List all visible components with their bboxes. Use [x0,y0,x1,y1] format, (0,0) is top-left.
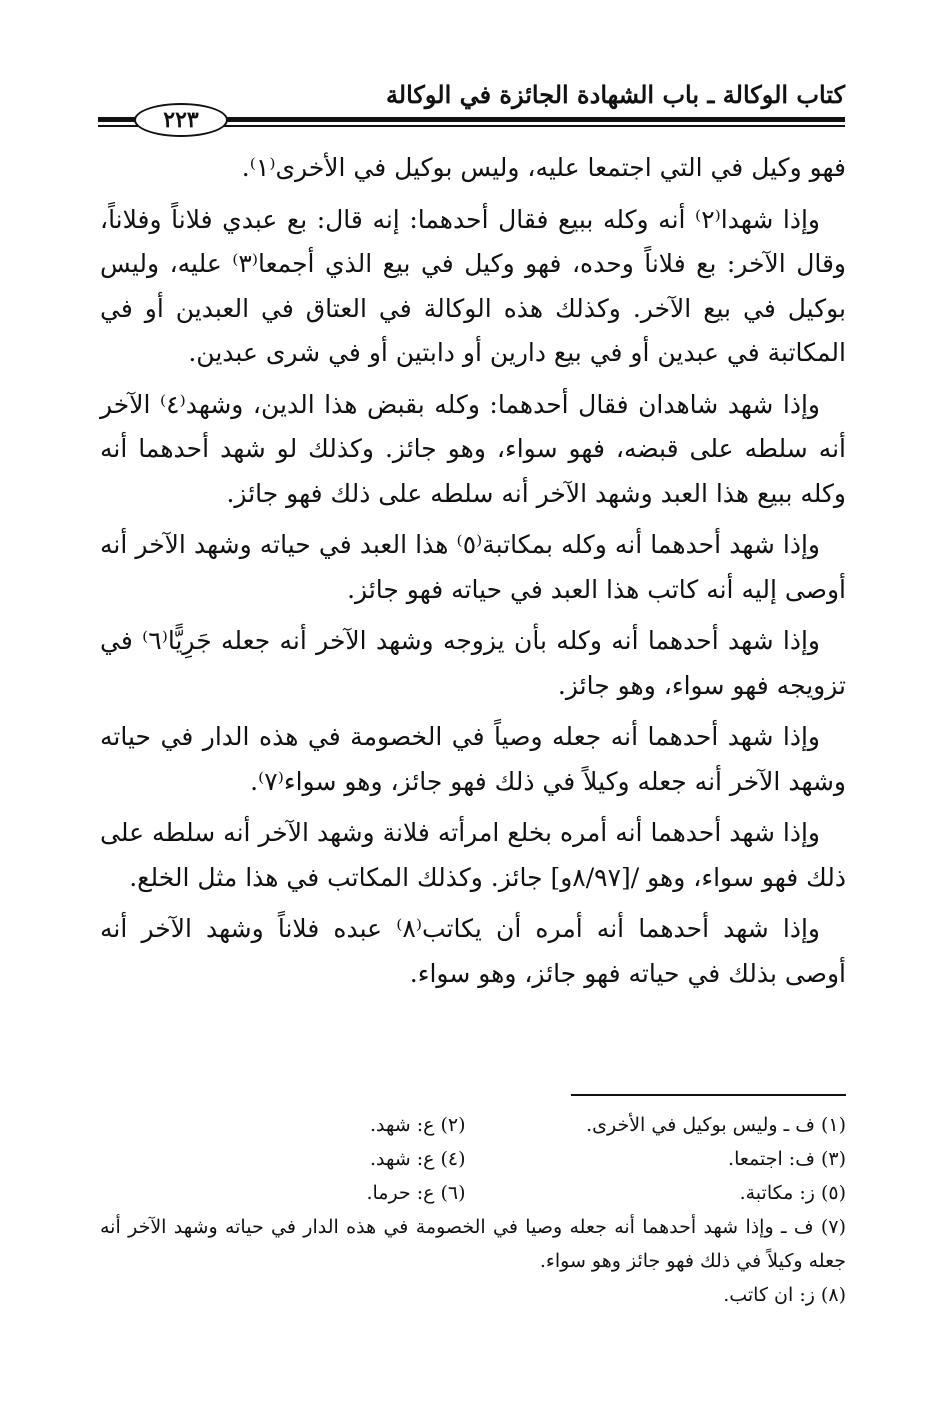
footnote: (٦) ع: حرما. [366,1182,466,1204]
page-header [98,74,845,134]
paragraph: وإذا شهد شاهدان فقال أحدهما: وكله بقبض هذا الدين، وشهد⁽٤⁾ الآخر أنه سلطه على قبضه، فهو سواء، وهو جائز. وكذلك لو شهد أحدهما أنه وكله ببيع هذا العبد وشهد الآخر أنه سلطه على ذلك فهو جائز. [100,389,846,508]
paragraph: وإذا شهدا⁽٢⁾ أنه وكله ببيع فقال أحدهما: إنه قال: بع عبدي فلاناً وفلاناً، وقال الآخر: بع فلاناً وحده، فهو وكيل في بيع الذي أجمعا⁽٣⁾ عليه، وليس بوكيل في بيع الآخر. وكذلك هذه الوكالة في العتاق في العبدين أو في المكاتبة في عبدين أو في بيع دارين أو دابتين أو في شرى عبدين. [100,204,847,367]
page-number: ٢٢٣ [134,103,228,137]
running-title: كتاب الوكالة ـ باب الشهادة الجائزة في الوكالة [385,80,845,109]
footnote: (٨) ز: ان كاتب. [723,1284,846,1306]
paragraph: وإذا شهد أحدهما أنه وكله بأن يزوجه وشهد الآخر أنه جعله جَرِيًّا⁽٦⁾ في تزويجه فهو سواء، وهو جائز. [100,626,846,700]
paragraph: وإذا شهد أحدهما أنه أمره بخلع امرأته فلانة وشهد الآخر أنه سلطه على ذلك فهو سواء، وهو /[٨/٩٧و] جائز. وكذلك المكاتب في هذا مثل الخلع. [100,818,846,892]
paragraph: وإذا شهد أحدهما أنه وكله بمكاتبة⁽٥⁾ هذا العبد في حياته وشهد الآخر أنه أوصى إليه أنه كاتب هذا العبد في حياته فهو جائز. [100,530,846,604]
paragraph: فهو وكيل في التي اجتمعا عليه، وليس بوكيل في الأخرى⁽١⁾. [241,153,846,182]
footnote-row [100,1142,846,1176]
footnote: (٧) ف ـ وإذا شهد أحدهما أنه جعله وصيا في الخصومة في هذه الدار في حياته وشهد الآخر أنه جعله وكيلاً في ذلك فهو جائز وهو سواء. [100,1216,846,1272]
footnote: (١) ف ـ وليس بوكيل في الأخرى. [586,1114,846,1136]
footnote: (٥) ز: مكاتبة. [739,1182,846,1204]
footnotes [100,1108,846,1312]
footnote: (٣) ف: اجتمعا. [728,1148,846,1170]
footnote: (٤) ع: شهد. [369,1148,466,1170]
footnote-separator [571,1094,846,1096]
footnote-row [100,1108,846,1142]
footnote: (٢) ع: شهد. [369,1114,466,1136]
main-text [100,146,846,1003]
paragraph: وإذا شهد أحدهما أنه أمره أن يكاتب⁽٨⁾ عبده فلاناً وشهد الآخر أنه أوصى بذلك في حياته فهو جائز، وهو سواء. [100,914,846,988]
footnote-row [100,1176,846,1210]
paragraph: وإذا شهد أحدهما أنه جعله وصياً في الخصومة في هذه الدار في حياته وشهد الآخر أنه جعله وكيلاً في ذلك فهو جائز، وهو سواء⁽٧⁾. [100,722,846,796]
